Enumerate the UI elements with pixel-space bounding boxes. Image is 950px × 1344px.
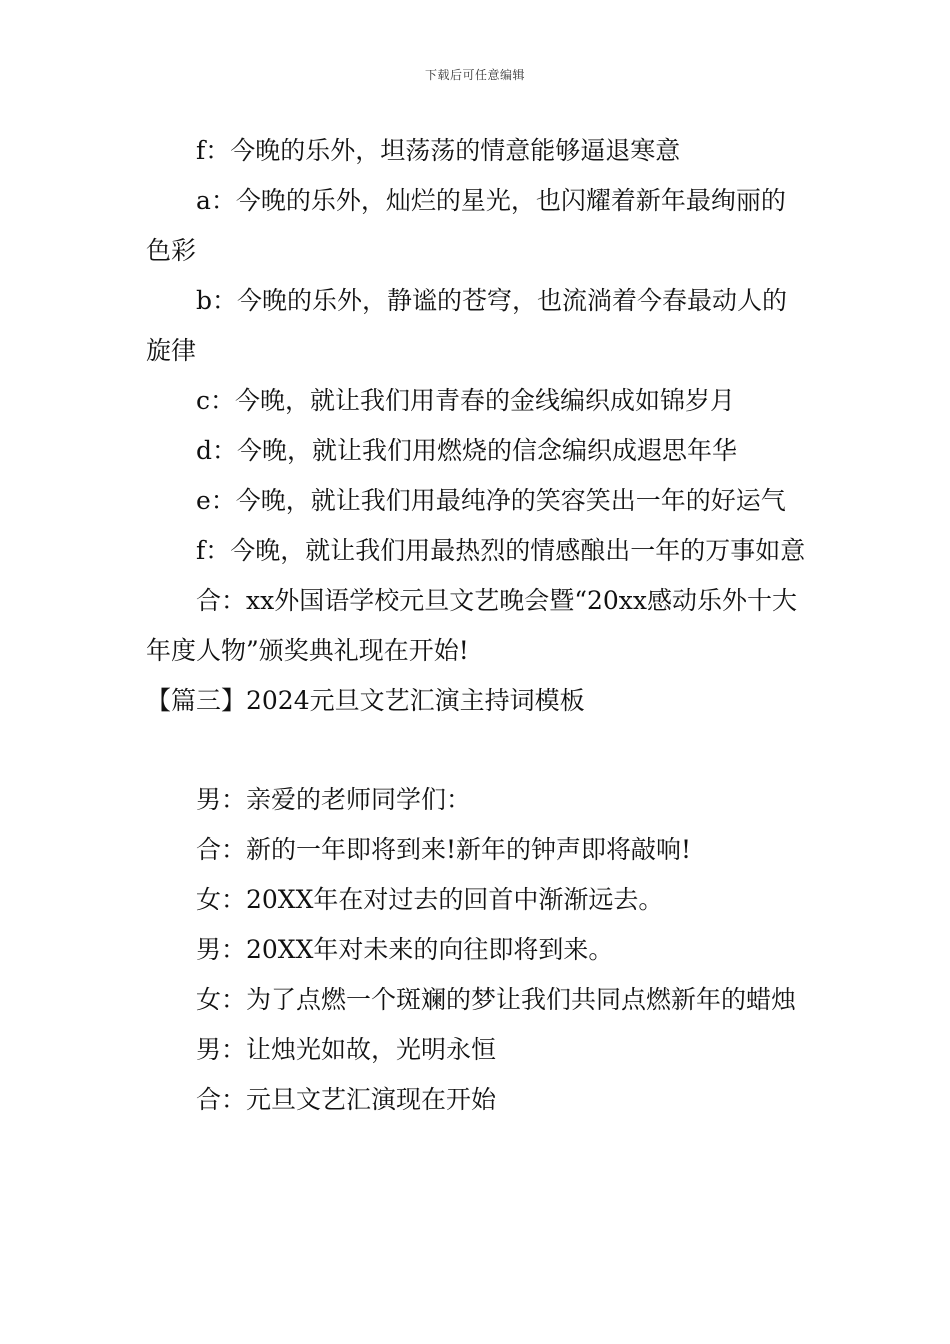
paragraph-chorus-2: 合：元旦文艺汇演现在开始 — [196, 1085, 497, 1114]
paragraph-male-1: 男：亲爱的老师同学们： — [196, 785, 472, 814]
paragraph-male-2: 男：20XX年对未来的向往即将到来。 — [196, 935, 614, 964]
paragraph-male-3: 男：让烛光如故，光明永恒 — [196, 1035, 497, 1064]
document-body — [146, 126, 810, 1125]
paragraph-f-1: f：今晚的乐外，坦荡荡的情意能够逼退寒意 — [196, 136, 681, 165]
paragraph-d: d：今晚，就让我们用燃烧的信念编织成遐思年华 — [196, 436, 738, 465]
page-header-note: 下载后可任意编辑 — [424, 68, 525, 82]
paragraph-c: c：今晚，就让我们用青春的金线编织成如锦岁月 — [196, 386, 736, 415]
paragraph-b: b：今晚的乐外，静谧的苍穹，也流淌着今春最动人的旋律 — [146, 286, 788, 365]
section-spacer — [146, 726, 810, 775]
paragraph-female-1: 女：20XX年在对过去的回首中渐渐远去。 — [196, 885, 664, 914]
paragraph-female-2: 女：为了点燃一个斑斓的梦让我们共同点燃新年的蜡烛 — [196, 985, 797, 1014]
paragraph-e: e：今晚，就让我们用最纯净的笑容笑出一年的好运气 — [196, 486, 786, 515]
paragraph-f-2: f：今晚，就让我们用最热烈的情感酿出一年的万事如意 — [196, 536, 806, 565]
paragraph-chorus-opening: 合：xx外国语学校元旦文艺晚会暨“20xx感动乐外十大年度人物”颁奖典礼现在开始! — [146, 586, 797, 665]
paragraph-chorus-1: 合：新的一年即将到来!新年的钟声即将敲响! — [196, 835, 692, 864]
section-title: 【篇三】2024元旦文艺汇演主持词模板 — [146, 686, 585, 715]
paragraph-a: a：今晚的乐外，灿烂的星光，也闪耀着新年最绚丽的色彩 — [146, 186, 786, 265]
